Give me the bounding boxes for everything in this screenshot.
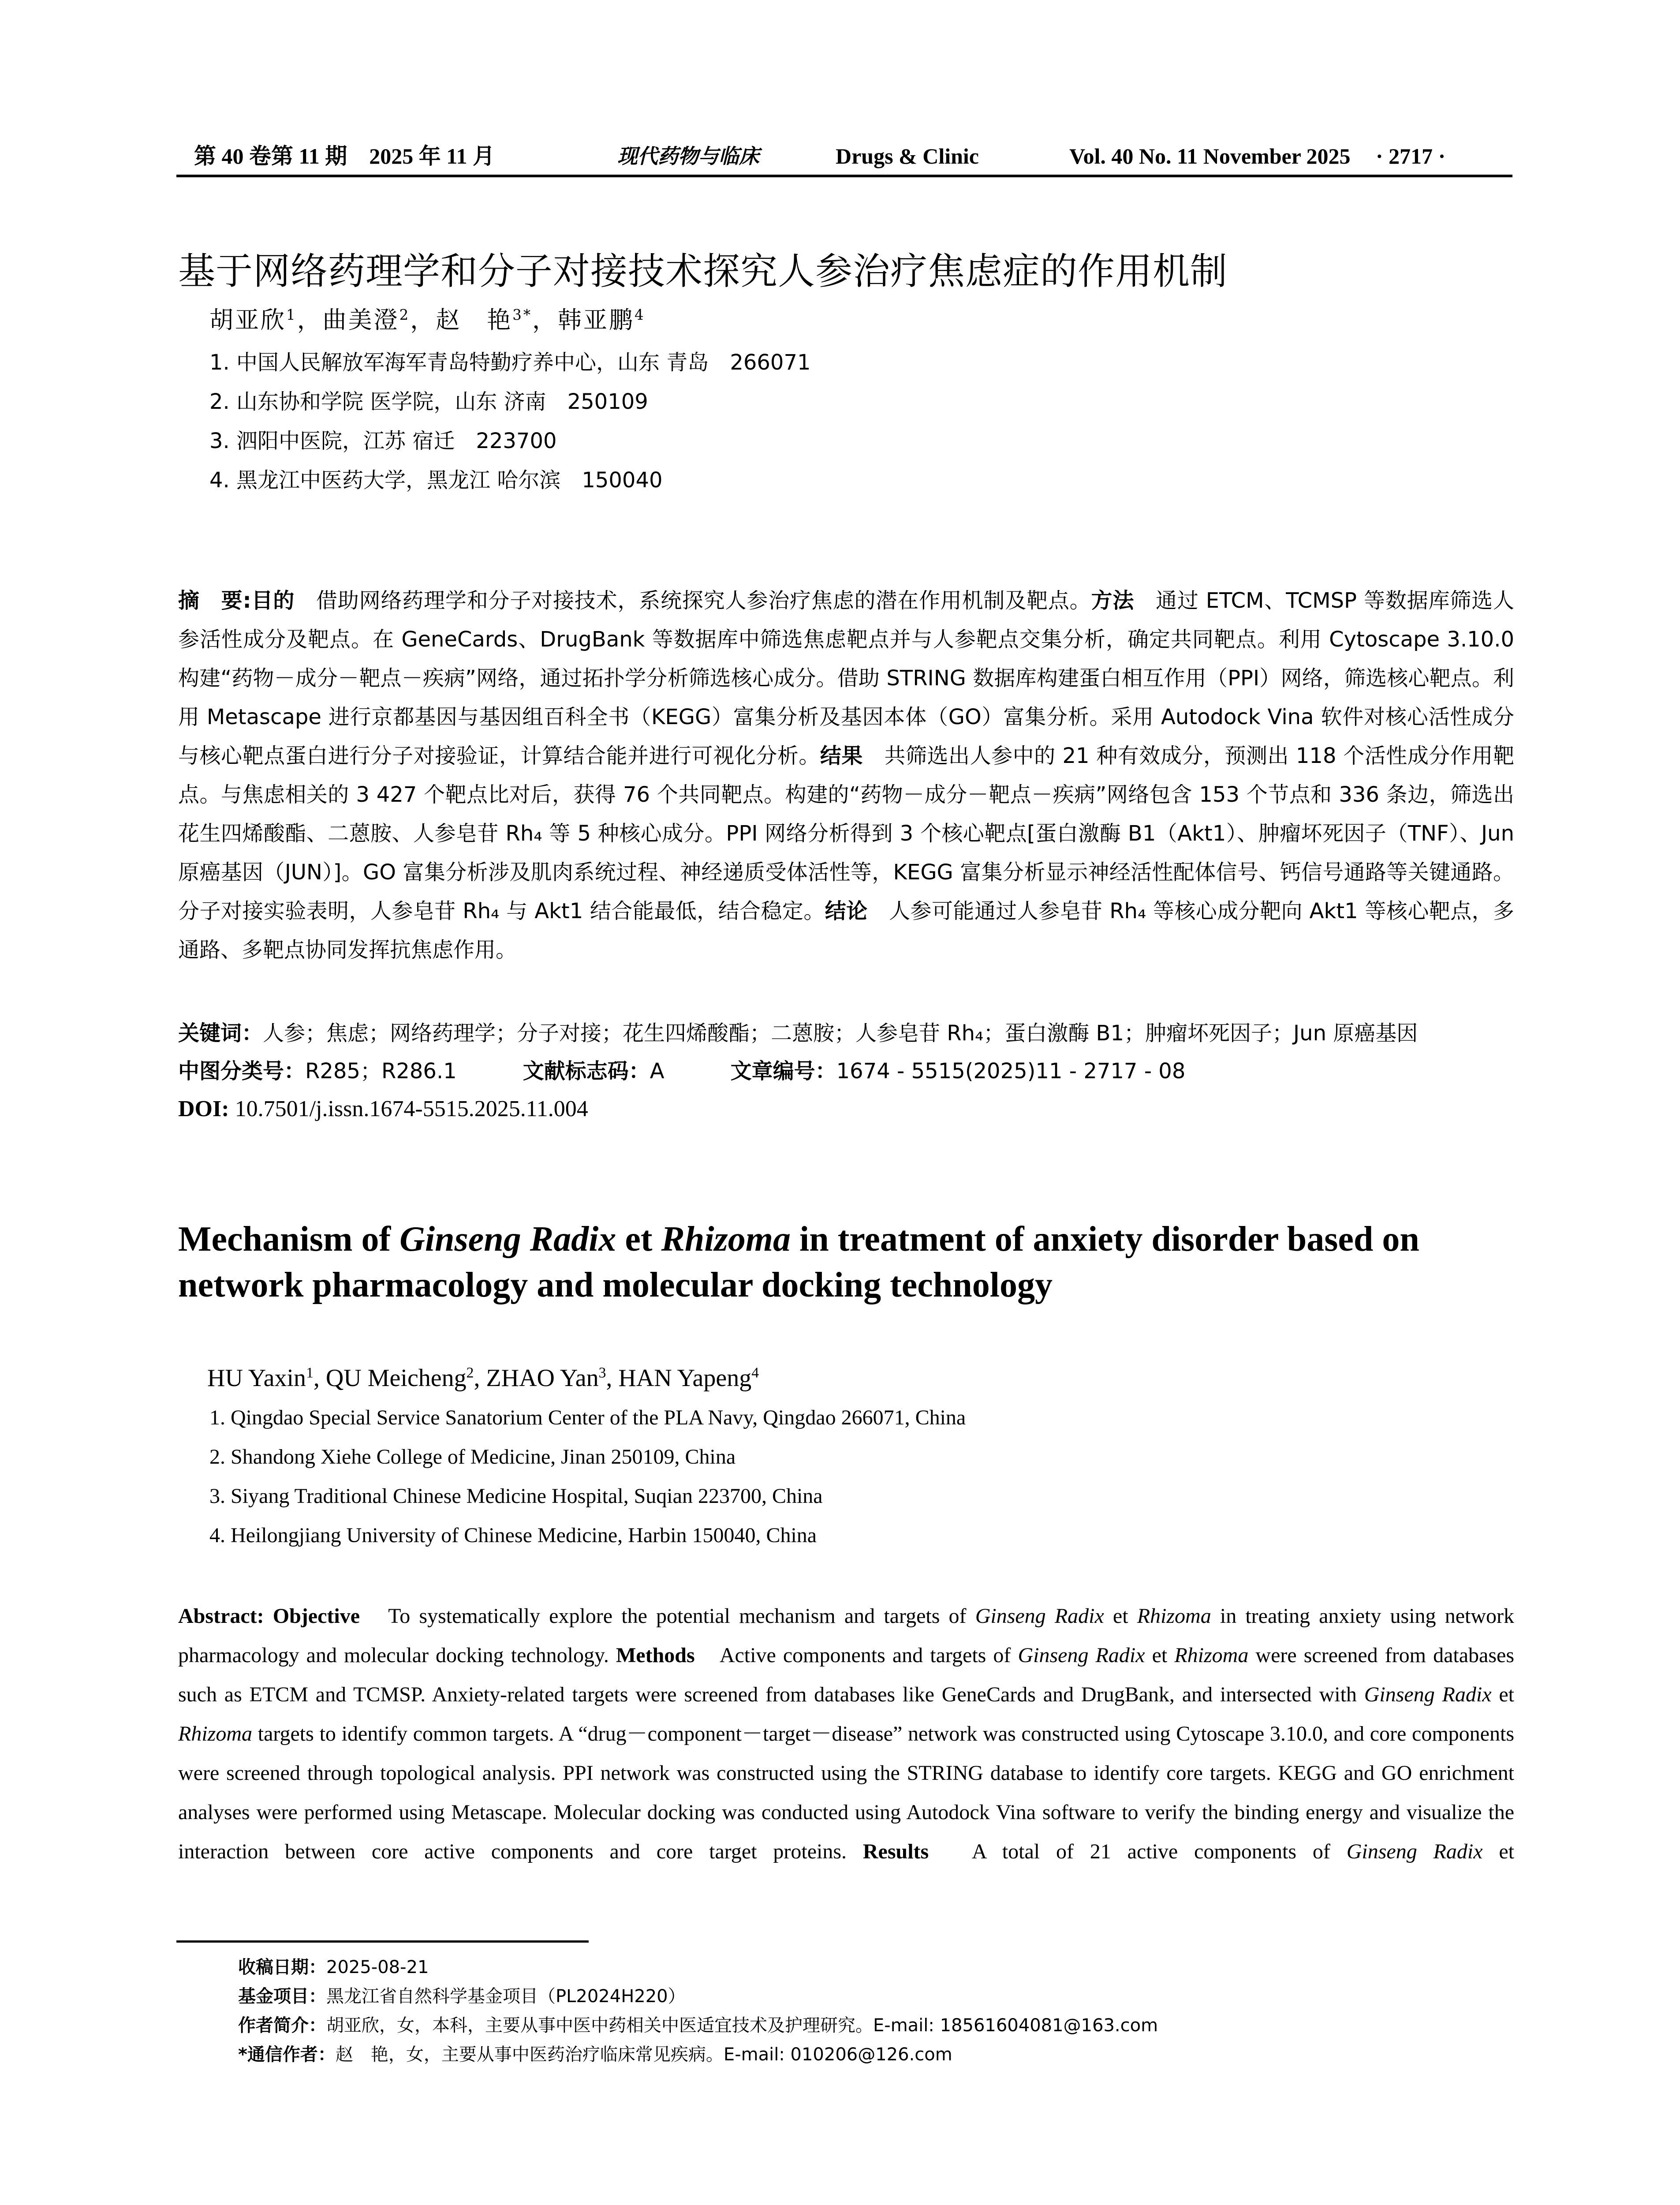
footnote-text: 2025-08-21 [326,1957,429,1977]
affiliation-item: 3. 泗阳中医院，江苏 宿迁 223700 [209,429,557,453]
footnote-item [238,1953,1158,1982]
footnote-text: 赵 艳，女，主要从事中医药治疗临床常见疾病。E-mail: 010206@126.com [335,2044,952,2065]
footnote-item [238,2040,1158,2069]
abstract-text: et [1104,1604,1137,1628]
author-separator: ， [410,306,436,334]
abstract-text: et [1145,1644,1175,1667]
article-title-cn: 基于网络药理学和分子对接技术探究人参治疗焦虑症的作用机制 [178,250,1228,293]
affiliation-list-cn [209,343,811,500]
abstract-text: et [1482,1840,1514,1863]
cn-author [323,306,411,334]
abstract-text: Active components and targets of [694,1644,1018,1667]
affiliation-marker: 1 [306,1364,314,1381]
author-name: 胡亚欣 [209,306,286,334]
author-name: HU Yaxin [207,1364,306,1392]
doi-label: DOI: [178,1096,229,1121]
footnote-item [238,2011,1158,2040]
author-list-en [207,1360,759,1396]
article-title-en [178,1216,1514,1308]
affiliation-marker: 2 [466,1364,474,1381]
objective-label-cn: 目的 [251,588,295,613]
en-author [207,1364,314,1392]
objective-text-cn: 借助网络药理学和分子对接技术，系统探究人参治疗焦虑的潜在作用机制及靶点。 [316,588,1091,613]
affiliation-item: 1. Qingdao Special Service Sanatorium Center of the PLA Navy, Qingdao 266071, China [209,1406,966,1429]
abstract-text: Ginseng Radix [1346,1840,1483,1863]
keywords-label: 关键词： [178,1021,263,1046]
keywords-cn [178,1014,1514,1052]
title-segment: Rhizoma [661,1220,791,1259]
author-separator: , [474,1364,486,1392]
author-separator: ， [297,306,323,334]
footnote-item [238,1982,1158,2011]
header-journal-name-en: Drugs & Clinic [836,144,979,168]
article-metadata-cn [178,1014,1514,1128]
abstract-text: Rhizoma [1137,1604,1211,1628]
author-separator: , [313,1364,326,1392]
affiliation-marker: 3* [512,306,533,323]
affiliation-item: 3. Siyang Traditional Chinese Medicine Hospital, Suqian 223700, China [209,1484,823,1508]
author-name: 赵 艳 [436,306,513,334]
clc-label: 中图分类号： [178,1059,306,1084]
footnote-text: 黑龙江省自然科学基金项目（PL2024H220） [326,1986,686,2007]
author-name: ZHAO Yan [486,1364,599,1392]
en-author [486,1364,606,1392]
running-header [176,140,1512,172]
abstract-section-label: Methods [616,1644,695,1667]
header-rule [176,175,1512,177]
title-segment: et [616,1220,661,1259]
abstract-text: Rhizoma [1174,1644,1249,1667]
doc-code-value: A [650,1059,665,1084]
classification-row [178,1052,1514,1090]
affiliation-item: 2. Shandong Xiehe College of Medicine, Jinan 250109, China [209,1445,736,1469]
page-number: · 2717 · [1376,144,1446,168]
footnote-label: *通信作者： [238,2044,336,2065]
abstract-text: Ginseng Radix [1018,1644,1145,1667]
affiliation-marker: 2 [399,306,411,323]
title-segment: Ginseng Radix [399,1220,616,1259]
header-journal-name-cn: 现代药物与临床 [617,144,759,168]
header-volume-cn: 第 40 卷第 11 期 2025 年 11 月 [194,144,495,168]
results-text-cn: 共筛选出人参中的 21 种有效成分，预测出 118 个活性成分作用靶点。与焦虑相关的 3 427 个靶点比对后，获得 76 个共同靶点。构建的“药物－成分－靶点－疾病”网络包含 153 个节点和 336 条边，筛选出花生四烯酸酯、二蒽胺、人参皂苷 Rh₄ 等 5 种核心成分。PPI 网络分析得到 3 个核心靶点[蛋白激酶 B1（Akt1）、肿瘤坏死因子（TNF）、Jun 原癌基因（JUN）]。GO 富集分析涉及肌肉系统过程、神经递质受体活性等，KEGG 富集分析显示神经活性配体信号、钙信号通路等关键通路。分子对接实验表明，人参皂苷 Rh₄ 与 Akt1 结合能最低，结合稳定。 [178,744,1514,923]
affiliation-marker: 4 [635,306,646,323]
abstract-section-label: Results [862,1840,929,1863]
affiliation-item: 4. 黑龙江中医药大学，黑龙江 哈尔滨 150040 [209,468,663,493]
footnote-label: 收稿日期： [238,1957,326,1977]
header-volume-en: Vol. 40 No. 11 November 2025 [1069,144,1351,168]
methods-label-cn: 方法 [1091,588,1135,613]
abstract-section-label: Abstract: Objective [178,1604,360,1628]
affiliation-marker: 4 [751,1364,759,1381]
abstract-text: To systematically explore the potential mechanism and targets of [360,1604,975,1628]
abstract-text: in treating anxiety using network pharmacology and molecular docking technology. [178,1604,1514,1667]
affiliation-list-en [209,1398,966,1555]
keywords-text: 人参；焦虑；网络药理学；分子对接；花生四烯酸酯；二蒽胺；人参皂苷 Rh₄；蛋白激酶 B1；肿瘤坏死因子；Jun 原癌基因 [263,1021,1418,1046]
footnotes [238,1953,1158,2069]
conclusion-label-cn: 结论 [825,899,868,923]
affiliation-item: 2. 山东协和学院 医学院，山东 济南 250109 [209,389,648,414]
clc-value: R285；R286.1 [305,1059,457,1084]
author-name: QU Meicheng [325,1364,467,1392]
en-author [326,1364,474,1392]
footnote-rule [176,1940,589,1943]
author-list-cn [209,304,646,336]
doi-row [178,1090,1514,1128]
conclusion-text-cn: 人参可能通过人参皂苷 Rh₄ 等核心成分靶向 Akt1 等核心靶点，多通路、多靶点协同发挥抗焦虑作用。 [178,899,1514,962]
abstract-text: Ginseng Radix [1364,1683,1492,1706]
doi-link[interactable]: 10.7501/j.issn.1674-5515.2025.11.004 [235,1096,588,1121]
author-name: 韩亚鹏 [558,306,635,334]
abstract-cn [178,581,1514,969]
abstract-text: et [1491,1683,1514,1706]
affiliation-item: 4. Heilongjiang University of Chinese Medicine, Harbin 150040, China [209,1524,817,1547]
author-name: 曲美澄 [322,306,399,334]
author-separator: , [606,1364,619,1392]
doc-code-label: 文献标志码： [523,1059,650,1084]
cn-author [436,306,532,334]
affiliation-item: 1. 中国人民解放军海军青岛特勤疗养中心，山东 青岛 266071 [209,350,811,375]
cn-author [209,306,297,334]
cn-author [558,306,646,334]
footnote-label: 基金项目： [238,1986,326,2007]
article-number-value: 1674 - 5515(2025)11 - 2717 - 08 [836,1059,1186,1084]
author-separator: ， [532,306,558,334]
affiliation-marker: 1 [286,306,297,323]
footnote-label: 作者简介： [238,2015,326,2036]
title-segment: in treatment of anxiety disorder based on network pharmacology and molecular docking technology [178,1220,1419,1304]
title-segment: Mechanism of [178,1220,400,1259]
affiliation-marker: 3 [598,1364,606,1381]
abstract-text: Rhizoma [178,1722,252,1745]
methods-text-cn: 通过 ETCM、TCMSP 等数据库筛选人参活性成分及靶点。在 GeneCards、DrugBank 等数据库中筛选焦虑靶点并与人参靶点交集分析，确定共同靶点。利用 Cytoscape 3.10.0 构建“药物－成分－靶点－疾病”网络，通过拓扑学分析筛选核心成分。借助 STRING 数据库构建蛋白相互作用（PPI）网络，筛选核心靶点。利用 Metascape 进行京都基因与基因组百科全书（KEGG）富集分析及基因本体（GO）富集分析。采用 Autodock Vina 软件对核心活性成分与核心靶点蛋白进行分子对接验证，计算结合能并进行可视化分析。 [178,588,1514,768]
abstract-text: A total of 21 active components of [929,1840,1347,1863]
abstract-text: targets to identify common targets. A “drug－component－target－disease” network was constructed using Cytoscape 3.10.0, and core components were screened through topological analysis. PPI network was constructed using the STRING database to identify core targets. KEGG and GO enrichment analyses were performed using Metascape. Molecular docking was conducted using Autodock Vina software to verify the binding energy and visualize the interaction between core active components and core target proteins. [178,1722,1514,1863]
abstract-label-cn: 摘 要: [178,588,251,613]
article-number-label: 文章编号： [730,1059,836,1084]
footnote-text: 胡亚欣，女，本科，主要从事中医中药相关中医适宜技术及护理研究。E-mail: 18561604081@163.com [326,2015,1158,2036]
abstract-en [178,1596,1514,1871]
abstract-text: Ginseng Radix [975,1604,1104,1628]
en-author [618,1364,759,1392]
author-name: HAN Yapeng [618,1364,752,1392]
abstract-text: were screened from databases such as ETCM and TCMSP. Anxiety-related targets were screened from databases like GeneCards and DrugBank, and intersected with [178,1644,1515,1706]
results-label-cn: 结果 [820,744,863,768]
